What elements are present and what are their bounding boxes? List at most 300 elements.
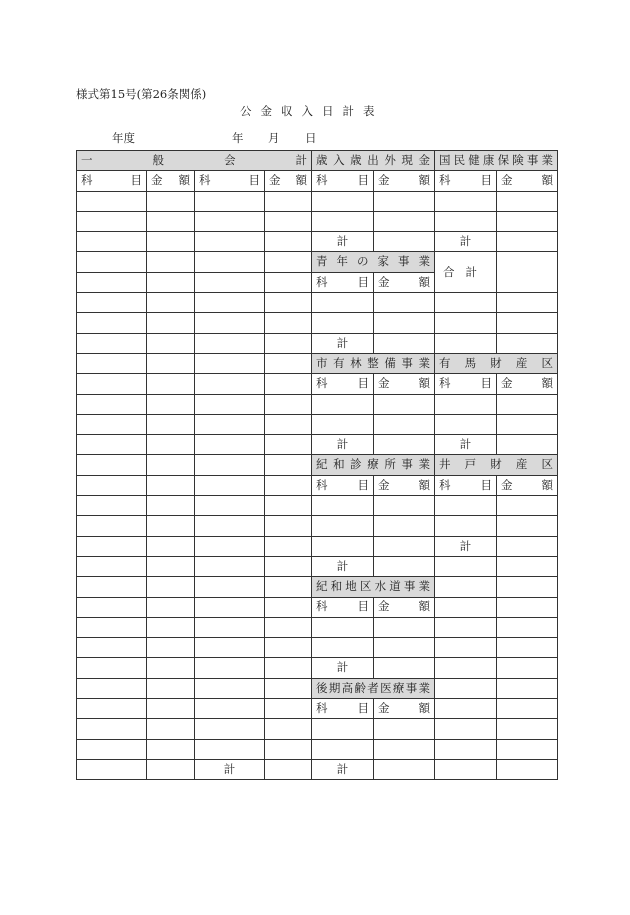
- table-row: [77, 353, 558, 373]
- table-cell: [265, 293, 312, 313]
- table-row: [77, 191, 558, 211]
- table-cell: [147, 313, 195, 333]
- section-header: [435, 151, 558, 171]
- table-cell: [435, 597, 497, 617]
- table-cell: [147, 577, 195, 597]
- column-header-kingaku: [147, 171, 195, 191]
- column-header-kamoku: [312, 699, 374, 719]
- spread-text: 国 民 健 康 保 険 事 業: [439, 152, 553, 167]
- spread-text: 井 戸 財 産 区: [439, 457, 553, 472]
- spread-text: 科 目: [439, 477, 492, 492]
- table-cell: [497, 699, 558, 719]
- column-header-kamoku: [312, 272, 374, 292]
- table-cell: [497, 293, 558, 313]
- table-cell: [147, 455, 195, 475]
- table-cell: [147, 719, 195, 739]
- subtotal-label: 計: [312, 232, 374, 252]
- table-cell: [77, 394, 147, 414]
- table-cell: [497, 597, 558, 617]
- month-label: 月: [268, 131, 280, 145]
- day-label: 日: [305, 131, 317, 145]
- table-cell: [497, 739, 558, 759]
- table-cell: [195, 638, 265, 658]
- table-cell: [497, 658, 558, 678]
- subtotal-label: 計: [435, 435, 497, 455]
- table-cell: [374, 211, 435, 231]
- table-cell: [195, 353, 265, 373]
- table-cell: [77, 211, 147, 231]
- table-cell: [312, 211, 374, 231]
- table-cell: [374, 658, 435, 678]
- table-cell: [265, 496, 312, 516]
- table-cell: [77, 699, 147, 719]
- table-cell: [147, 353, 195, 373]
- spread-text: 科 目: [316, 173, 369, 188]
- spread-text: 金 額: [269, 173, 307, 188]
- table-cell: [195, 191, 265, 211]
- spread-text: 金 額: [378, 599, 430, 614]
- table-cell: [435, 678, 497, 698]
- section-header: [312, 678, 435, 698]
- spread-text: 金 額: [151, 173, 190, 188]
- subtotal-label: 計: [312, 333, 374, 353]
- table-cell: [435, 617, 497, 637]
- table-cell: [374, 536, 435, 556]
- table-cell: [497, 577, 558, 597]
- column-header-kamoku: [77, 171, 147, 191]
- table-cell: [374, 232, 435, 252]
- table-cell: [77, 232, 147, 252]
- table-cell: [497, 759, 558, 779]
- table-row: [77, 374, 558, 394]
- spread-text: 歳 入 歳 出 外 現 金: [316, 152, 430, 167]
- table-cell: [77, 516, 147, 536]
- table-cell: [265, 658, 312, 678]
- table-cell: [312, 394, 374, 414]
- table-cell: [147, 435, 195, 455]
- subtotal-label: 計: [312, 556, 374, 576]
- table-cell: [497, 638, 558, 658]
- subtotal-label: 計: [312, 435, 374, 455]
- table-cell: [265, 638, 312, 658]
- table-cell: [147, 232, 195, 252]
- table-cell: [312, 313, 374, 333]
- table-cell: [147, 191, 195, 211]
- table-cell: [435, 211, 497, 231]
- table-cell: [435, 577, 497, 597]
- table-cell: [374, 313, 435, 333]
- table-cell: [265, 232, 312, 252]
- table-cell: [77, 496, 147, 516]
- table-row: [77, 638, 558, 658]
- table-cell: [195, 394, 265, 414]
- table-cell: [265, 414, 312, 434]
- subtotal-label: 計: [195, 759, 265, 779]
- spread-text: 科 目: [81, 173, 142, 188]
- table-cell: [147, 759, 195, 779]
- table-cell: [265, 536, 312, 556]
- spread-text: 科 目: [316, 274, 369, 289]
- document-title: 公金収入日計表: [240, 104, 384, 118]
- column-header-kingaku: [497, 171, 558, 191]
- fiscal-year-label: 年度: [112, 131, 135, 145]
- table-cell: [435, 191, 497, 211]
- spread-text: 金 額: [378, 173, 430, 188]
- table-cell: [195, 577, 265, 597]
- table-cell: [435, 658, 497, 678]
- table-row: [77, 475, 558, 495]
- table-cell: [147, 374, 195, 394]
- table-cell: [195, 293, 265, 313]
- table-cell: [374, 414, 435, 434]
- table-cell: [195, 597, 265, 617]
- spread-text: 青 年 の 家 事 業: [316, 254, 430, 269]
- table-cell: [147, 658, 195, 678]
- table-cell: [435, 496, 497, 516]
- table-cell: [195, 455, 265, 475]
- column-header-kamoku: [435, 171, 497, 191]
- column-header-kamoku: [312, 374, 374, 394]
- table-cell: [77, 313, 147, 333]
- table-cell: [77, 475, 147, 495]
- table-cell: [77, 597, 147, 617]
- table-cell: [374, 516, 435, 536]
- table-row: [77, 394, 558, 414]
- table-row: [77, 435, 558, 455]
- table-cell: [312, 536, 374, 556]
- table-cell: [497, 252, 558, 293]
- table-cell: [497, 191, 558, 211]
- table-row: [77, 719, 558, 739]
- table-cell: [265, 435, 312, 455]
- table-cell: [312, 638, 374, 658]
- table-cell: [195, 333, 265, 353]
- table-cell: [147, 678, 195, 698]
- table-cell: [77, 414, 147, 434]
- section-header: [312, 252, 435, 272]
- table-cell: [435, 516, 497, 536]
- form-number: 様式第15号(第26条関係): [76, 87, 207, 101]
- table-cell: [374, 293, 435, 313]
- table-cell: [195, 699, 265, 719]
- spread-text: 合 計: [443, 264, 477, 279]
- table-cell: [265, 678, 312, 698]
- table-cell: [374, 435, 435, 455]
- column-header-kingaku: [265, 171, 312, 191]
- table-cell: [265, 556, 312, 576]
- table-cell: [195, 536, 265, 556]
- table-cell: [265, 272, 312, 292]
- column-header-kingaku: [374, 699, 435, 719]
- table-cell: [77, 191, 147, 211]
- table-cell: [265, 353, 312, 373]
- table-cell: [147, 699, 195, 719]
- spread-text: 金 額: [501, 173, 553, 188]
- spread-text: 科 目: [199, 173, 260, 188]
- table-cell: [374, 333, 435, 353]
- spread-text: 後 期 高 齢 者 医 療 事 業: [316, 680, 430, 695]
- table-cell: [265, 313, 312, 333]
- table-cell: [77, 638, 147, 658]
- table-cell: [195, 658, 265, 678]
- table-cell: [374, 496, 435, 516]
- table-cell: [265, 739, 312, 759]
- table-cell: [195, 252, 265, 272]
- spread-text: 金 額: [378, 700, 430, 715]
- table-row: [77, 597, 558, 617]
- table-cell: [497, 678, 558, 698]
- table-cell: [435, 333, 497, 353]
- table-cell: [265, 394, 312, 414]
- table-cell: [312, 617, 374, 637]
- column-header-kamoku: [312, 597, 374, 617]
- spread-text: 市 有 林 整 備 事 業: [316, 355, 430, 370]
- column-header-kingaku: [374, 171, 435, 191]
- spread-text: 一 般 会 計: [81, 152, 307, 167]
- table-cell: [147, 211, 195, 231]
- grand-total-label: [435, 252, 497, 293]
- table-cell: [147, 475, 195, 495]
- spread-text: 金 額: [501, 477, 553, 492]
- table-cell: [497, 333, 558, 353]
- section-header: [312, 455, 435, 475]
- section-header: [312, 151, 435, 171]
- table-cell: [265, 699, 312, 719]
- table-cell: [77, 435, 147, 455]
- column-header-kingaku: [374, 374, 435, 394]
- table-cell: [147, 293, 195, 313]
- table-cell: [147, 516, 195, 536]
- spread-text: 科 目: [316, 376, 369, 391]
- column-header-kingaku: [497, 475, 558, 495]
- table-cell: [374, 191, 435, 211]
- table-row: [77, 151, 558, 171]
- table-cell: [312, 719, 374, 739]
- table-cell: [435, 759, 497, 779]
- table-cell: [435, 719, 497, 739]
- table-cell: [374, 719, 435, 739]
- table-cell: [147, 496, 195, 516]
- table-cell: [147, 394, 195, 414]
- column-header-kamoku: [435, 374, 497, 394]
- table-cell: [435, 293, 497, 313]
- table-cell: [312, 414, 374, 434]
- table-cell: [195, 374, 265, 394]
- table-row: [77, 536, 558, 556]
- table-row: [77, 678, 558, 698]
- table-cell: [374, 617, 435, 637]
- spread-text: 紀 和 地 区 水 道 事 業: [316, 579, 430, 594]
- table-cell: [195, 475, 265, 495]
- table-cell: [147, 617, 195, 637]
- subtotal-label: 計: [435, 536, 497, 556]
- table-cell: [497, 516, 558, 536]
- subtotal-label: 計: [435, 232, 497, 252]
- table-cell: [265, 577, 312, 597]
- column-header-kamoku: [312, 171, 374, 191]
- table-cell: [265, 191, 312, 211]
- table-row: [77, 759, 558, 779]
- table-cell: [497, 496, 558, 516]
- spread-text: 科 目: [439, 376, 492, 391]
- table-cell: [265, 211, 312, 231]
- table-cell: [77, 374, 147, 394]
- table-cell: [195, 719, 265, 739]
- table-cell: [265, 719, 312, 739]
- table-cell: [195, 272, 265, 292]
- spread-text: 金 額: [378, 477, 430, 492]
- column-header-kingaku: [374, 475, 435, 495]
- section-header: [312, 577, 435, 597]
- table-cell: [497, 232, 558, 252]
- table-cell: [497, 536, 558, 556]
- table-cell: [147, 536, 195, 556]
- table-cell: [77, 293, 147, 313]
- table-cell: [77, 678, 147, 698]
- table-row: [77, 739, 558, 759]
- table-cell: [77, 536, 147, 556]
- table-cell: [435, 394, 497, 414]
- table-cell: [147, 333, 195, 353]
- spread-text: 金 額: [378, 274, 430, 289]
- table-cell: [435, 414, 497, 434]
- table-cell: [497, 719, 558, 739]
- table-cell: [497, 414, 558, 434]
- table-cell: [77, 272, 147, 292]
- spread-text: 科 目: [316, 477, 369, 492]
- ledger-table: [76, 150, 558, 780]
- table-row: [77, 313, 558, 333]
- column-header-kingaku: [374, 597, 435, 617]
- table-cell: [435, 313, 497, 333]
- table-cell: [195, 232, 265, 252]
- table-row: [77, 414, 558, 434]
- table-cell: [265, 252, 312, 272]
- table-row: [77, 455, 558, 475]
- section-header: [435, 455, 558, 475]
- table-cell: [265, 333, 312, 353]
- table-cell: [435, 699, 497, 719]
- table-cell: [77, 658, 147, 678]
- table-cell: [147, 739, 195, 759]
- spread-text: 科 目: [316, 599, 369, 614]
- spread-text: 科 目: [316, 700, 369, 715]
- table-cell: [195, 414, 265, 434]
- table-cell: [497, 394, 558, 414]
- table-cell: [77, 353, 147, 373]
- table-cell: [265, 597, 312, 617]
- table-cell: [497, 211, 558, 231]
- table-cell: [195, 739, 265, 759]
- table-cell: [312, 293, 374, 313]
- subtotal-label: 計: [312, 658, 374, 678]
- table-cell: [77, 333, 147, 353]
- table-row: [77, 658, 558, 678]
- table-cell: [312, 516, 374, 536]
- table-cell: [374, 556, 435, 576]
- table-cell: [312, 496, 374, 516]
- column-header-kamoku: [195, 171, 265, 191]
- table-cell: [497, 617, 558, 637]
- table-cell: [195, 496, 265, 516]
- table-cell: [147, 252, 195, 272]
- table-cell: [374, 638, 435, 658]
- table-row: [77, 516, 558, 536]
- table-cell: [147, 638, 195, 658]
- section-header: [312, 353, 435, 373]
- table-row: [77, 699, 558, 719]
- table-cell: [312, 739, 374, 759]
- spread-text: 科 目: [439, 173, 492, 188]
- table-cell: [77, 617, 147, 637]
- table-row: [77, 171, 558, 191]
- table-cell: [77, 759, 147, 779]
- column-header-kingaku: [497, 374, 558, 394]
- table-cell: [435, 556, 497, 576]
- table-cell: [265, 475, 312, 495]
- spread-text: 金 額: [378, 376, 430, 391]
- table-row: [77, 496, 558, 516]
- table-cell: [77, 252, 147, 272]
- table-cell: [195, 435, 265, 455]
- column-header-kingaku: [374, 272, 435, 292]
- table-cell: [195, 313, 265, 333]
- table-cell: [497, 435, 558, 455]
- table-row: [77, 293, 558, 313]
- table-row: [77, 577, 558, 597]
- table-cell: [77, 577, 147, 597]
- column-header-kamoku: [312, 475, 374, 495]
- table-cell: [265, 759, 312, 779]
- table-cell: [147, 272, 195, 292]
- table-cell: [265, 516, 312, 536]
- table-cell: [195, 678, 265, 698]
- table-row: [77, 617, 558, 637]
- table-row: [77, 252, 558, 272]
- spread-text: 紀 和 診 療 所 事 業: [316, 457, 430, 472]
- year-label: 年: [232, 131, 244, 145]
- section-header: [435, 353, 558, 373]
- table-cell: [147, 597, 195, 617]
- table-cell: [195, 516, 265, 536]
- table-cell: [435, 739, 497, 759]
- table-cell: [195, 556, 265, 576]
- spread-text: 金 額: [501, 376, 553, 391]
- subtotal-label: 計: [312, 759, 374, 779]
- table-row: [77, 211, 558, 231]
- table-cell: [265, 374, 312, 394]
- column-header-kamoku: [435, 475, 497, 495]
- table-cell: [265, 617, 312, 637]
- table-cell: [77, 739, 147, 759]
- table-cell: [374, 394, 435, 414]
- table-cell: [497, 556, 558, 576]
- table-cell: [147, 414, 195, 434]
- table-cell: [374, 739, 435, 759]
- table-cell: [77, 455, 147, 475]
- section-header: [77, 151, 312, 171]
- table-row: [77, 232, 558, 252]
- table-cell: [374, 759, 435, 779]
- table-cell: [77, 556, 147, 576]
- table-row: [77, 333, 558, 353]
- table-cell: [312, 191, 374, 211]
- spread-text: 有 馬 財 産 区: [439, 355, 553, 370]
- table-cell: [147, 556, 195, 576]
- table-cell: [77, 719, 147, 739]
- table-cell: [265, 455, 312, 475]
- table-cell: [497, 313, 558, 333]
